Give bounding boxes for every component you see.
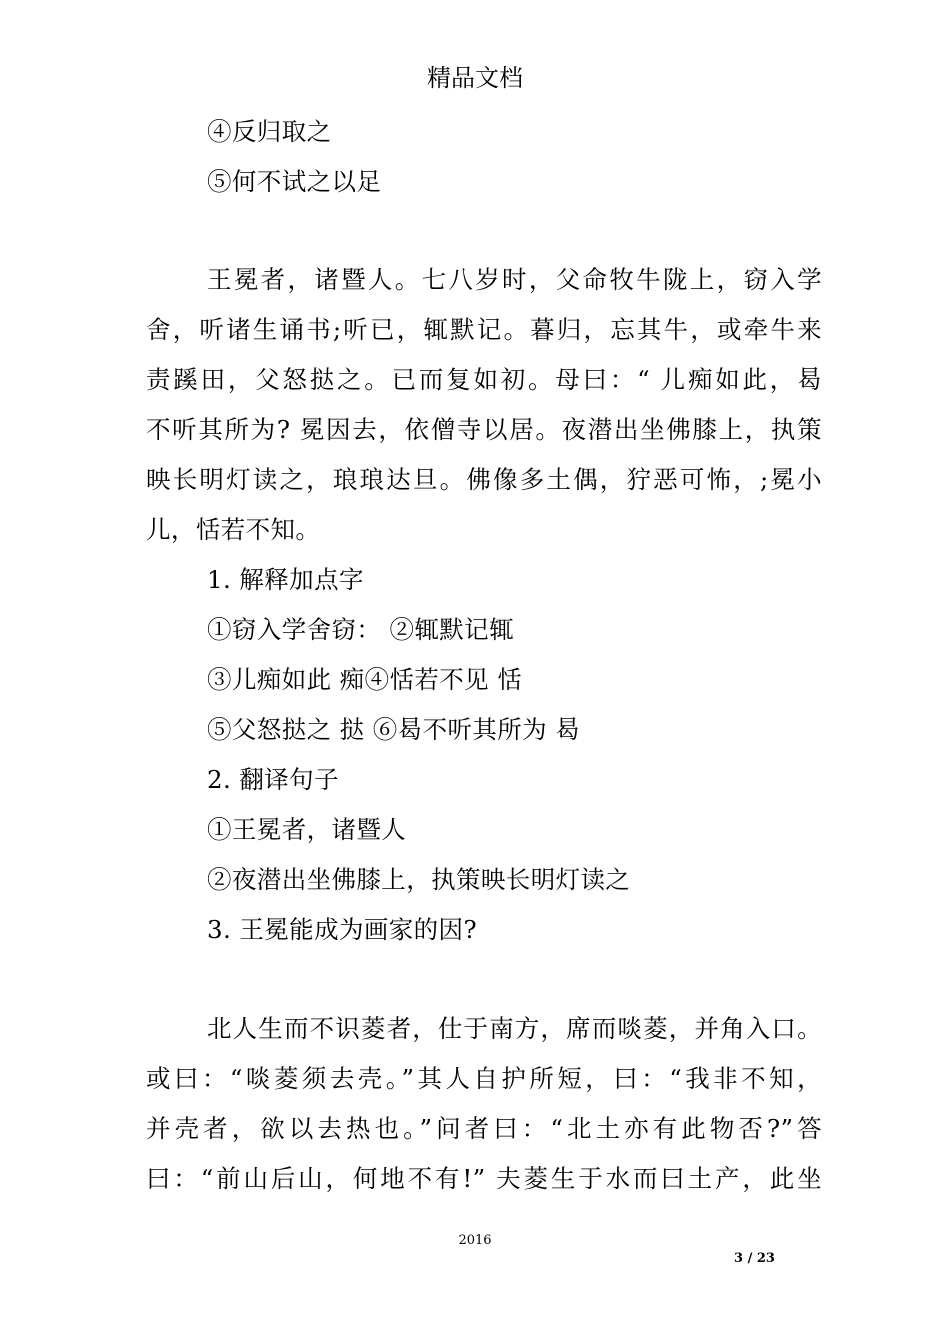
- paragraph-line: 北人生而不识菱者，仕于南方，席而啖菱，并角入口。: [207, 1014, 822, 1043]
- paragraph-line: 曰：“前山后山，何地不有!” 夫菱生于水而曰土产，此坐: [146, 1164, 822, 1193]
- question-item: ①窃入学舍窃： ②辄默记辄: [207, 615, 514, 644]
- paragraph-line: 舍，听诸生诵书;听已，辄默记。暮归，忘其牛，或牵牛来: [146, 315, 822, 344]
- question-heading: 1. 解释加点字: [207, 565, 364, 594]
- paragraph-line: 责蹊田，父怒挞之。已而复如初。母曰：“ 儿痴如此，曷: [146, 365, 822, 394]
- page-header-title: 精品文档: [427, 64, 523, 92]
- paragraph-line: 儿，恬若不知。: [146, 515, 321, 544]
- question-heading: 3. 王冕能成为画家的因?: [207, 915, 477, 944]
- paragraph-line: 并壳者，欲以去热也。”问者曰：“北土亦有此物否?”答: [146, 1114, 822, 1143]
- question-heading: 2. 翻译句子: [207, 765, 339, 794]
- question-item: ①王冕者，诸暨人: [207, 815, 407, 844]
- paragraph-line: 或曰：“啖菱须去壳。”其人自护所短，曰：“我非不知，: [146, 1064, 822, 1093]
- question-item: ③儿痴如此 痴④恬若不见 恬: [207, 665, 523, 694]
- footer-year: 2016: [458, 1233, 492, 1248]
- question-item: ②夜潜出坐佛膝上，执策映长明灯读之: [207, 865, 631, 894]
- page-number: 3 / 23: [734, 1251, 775, 1266]
- paragraph-line: 不听其所为? 冕因去，依僧寺以居。夜潜出坐佛膝上，执策: [146, 415, 822, 444]
- text-line: ④反归取之: [207, 117, 332, 146]
- text-line: ⑤何不试之以足: [207, 167, 382, 196]
- paragraph-line: 映长明灯读之，琅琅达旦。佛像多土偶，狞恶可怖，;冕小: [146, 465, 822, 494]
- question-item: ⑤父怒挞之 挞 ⑥曷不听其所为 曷: [207, 715, 581, 744]
- paragraph-line: 王冕者，诸暨人。七八岁时，父命牧牛陇上，窃入学: [207, 265, 822, 294]
